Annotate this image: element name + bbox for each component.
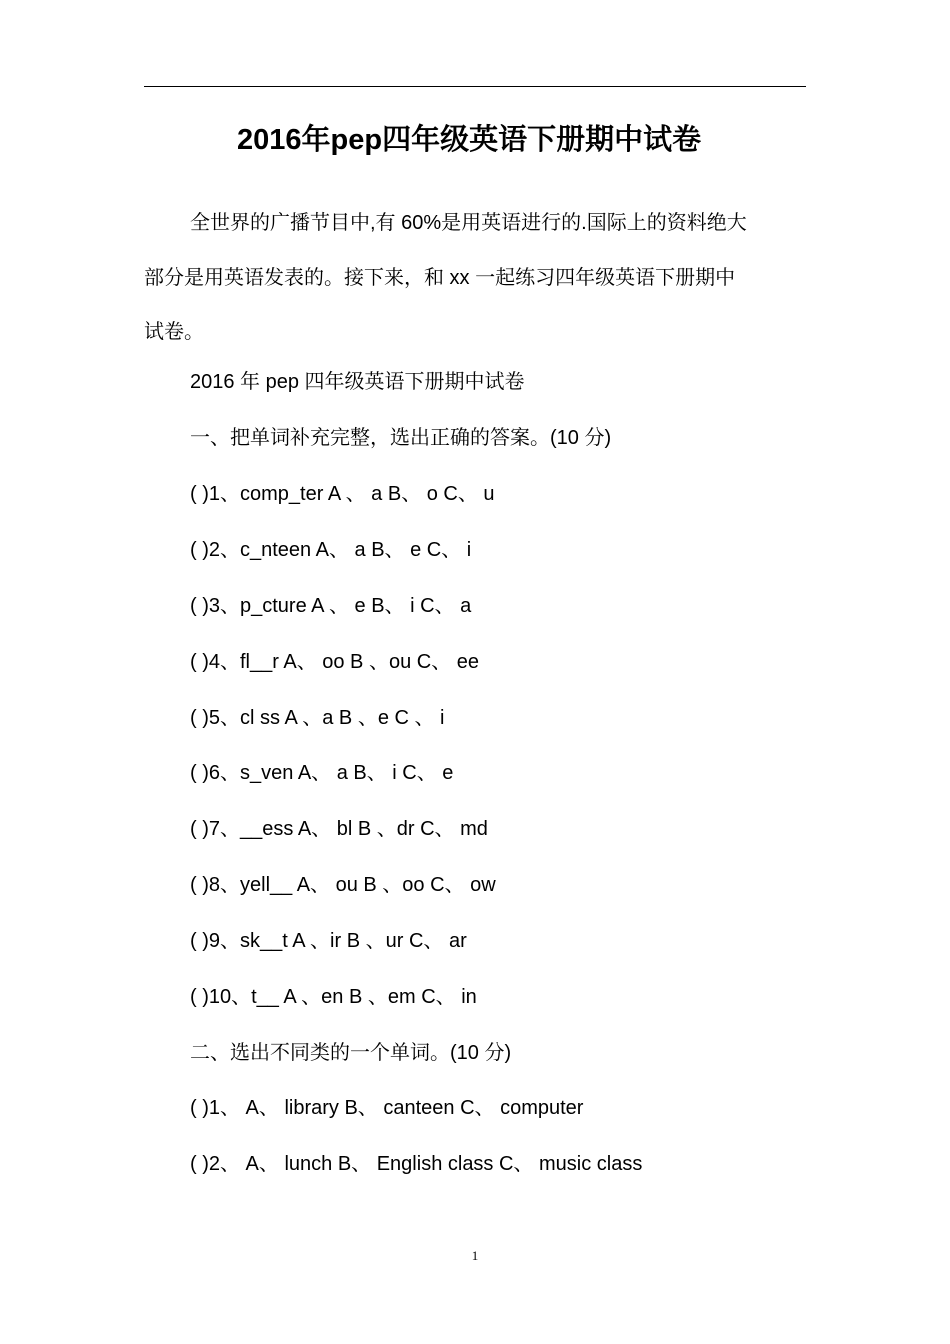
intro-line-1: 全世界的广播节目中,有 60%是用英语进行的.国际上的资料绝大	[190, 212, 747, 234]
section-1-question: ( )7、__ess A、 bl B 、dr C、 md	[190, 818, 488, 840]
section-1-question: ( )10、t__ A 、en B 、em C、 in	[190, 986, 477, 1008]
section-2-question: ( )2、 A、 lunch B、 English class C、 music class	[190, 1153, 643, 1175]
header-rule	[144, 86, 806, 87]
section-2-heading: 二、选出不同类的一个单词。(10 分)	[190, 1042, 512, 1064]
section-2-question: ( )1、 A、 library B、 canteen C、 computer	[190, 1097, 584, 1119]
section-1-question: ( )4、fl__r A、 oo B 、ou C、 ee	[190, 651, 480, 673]
document-title: 2016年pep四年级英语下册期中试卷	[237, 124, 702, 156]
exam-subtitle: 2016 年 pep 四年级英语下册期中试卷	[190, 371, 525, 393]
section-1-question: ( )6、s_ven A、 a B、 i C、 e	[190, 762, 454, 784]
intro-line-3: 试卷。	[144, 321, 204, 343]
section-1-question: ( )2、c_nteen A、 a B、 e C、 i	[190, 539, 472, 561]
section-1-question: ( )8、yell__ A、 ou B 、oo C、 ow	[190, 874, 496, 896]
page-number: 1	[471, 1248, 479, 1263]
section-1-question: ( )9、sk__t A 、ir B 、ur C、 ar	[190, 930, 467, 952]
section-1-question: ( )5、cl ss A 、a B 、e C 、 i	[190, 707, 445, 729]
section-1-question: ( )3、p_cture A 、 e B、 i C、 a	[190, 595, 472, 617]
section-1-question: ( )1、comp_ter A 、 a B、 o C、 u	[190, 483, 495, 505]
section-1-heading: 一、把单词补充完整，选出正确的答案。(10 分)	[190, 427, 612, 449]
intro-line-2: 部分是用英语发表的。接下来，和 xx 一起练习四年级英语下册期中	[144, 267, 736, 289]
